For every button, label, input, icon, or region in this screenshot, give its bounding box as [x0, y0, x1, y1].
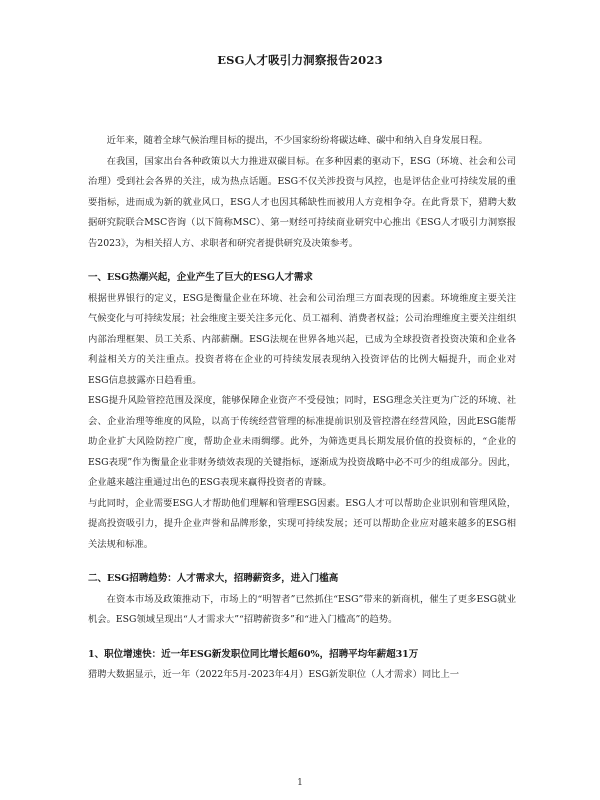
spacer: [88, 631, 516, 645]
section-2-heading: 二、ESG招聘趋势：人才需求大，招聘薪资多，进入门槛高: [88, 573, 339, 584]
document-title: ESG人才吸引力洞察报告2023: [217, 53, 383, 67]
section-2-paragraph-1: 在资本市场及政策推动下，市场上的“明智者”已然抓住“ESG”带来的新商机，催生了更多ESG就业机会。ESG领域呈现出“人才需求大”“招聘薪资多”和“进入门槛高”的趋势。: [88, 593, 516, 625]
section-3-paragraph-1: 猎聘大数据显示，近一年（2022年5月-2023年4月）ESG新发职位（人才需求）同比上一: [88, 669, 460, 680]
section-1-paragraph-1: 根据世界银行的定义，ESG是衡量企业在环境、社会和公司治理三方面表现的因素。环境维度主要关注气候变化与可持续发展；社会维度主要关注多元化、员工福利、消费者权益；公司治理维度主要关注组织内部治理框架、员工关系、内部薪酬。ESG法规在世界各地兴起，已成为全球投资者投资决策和企业各利益相关方的关注重点。投资者将在企业的可持续发展表现纳入投资评估的比例大幅提升，而企业对ESG信息披露亦日趋看重。: [88, 292, 516, 386]
section-3-heading: 1、职位增速快：近一年ESG新发职位同比增长超60%，招聘平均年薪超31万: [88, 648, 419, 660]
section-1-paragraph-2: ESG提升风险管控范围及深度，能够保障企业资产不受侵蚀；同时，ESG理念关注更为广泛的环境、社会、企业治理等维度的风险，以高于传统经营管理的标准提前识别及管控潜在经营风险，因此ESG能帮助企业扩大风险防控广度，帮助企业未雨绸缪。此外，为筛选更具长期发展价值的投资标的，“企业的ESG表现”作为衡量企业非财务绩效表现的关键指标，逐渐成为投资战略中必不可少的组成部分。因此，企业越来越注重通过出色的ESG表现来赢得投资者的青睐。: [88, 395, 516, 488]
intro-paragraph-2: 在我国，国家出台各种政策以大力推进双碳目标。在多种因素的驱动下，ESG（环境、社会和公司治理）受到社会各界的关注，成为热点话题。ESG不仅关涉投资与风控，也是评估企业可持续发展的重要指标，进而成为新的就业风口，ESG人才也因其稀缺性而被用人方竞相争夺。在此背景下，猎聘大数据研究院联合MSC咨询（以下简称MSC）、第一财经可持续商业研究中心推出《ESG人才吸引力洞察报告2023》，为相关招人方、求职者和研究者提供研究及决策参考。: [88, 155, 516, 249]
intro-paragraph-1: 近年来，随着全球气候治理目标的提出，不少国家纷纷将碳达峰、碳中和纳入自身发展日程。: [106, 135, 488, 146]
spacer: [88, 254, 516, 268]
section-1-heading: 一、ESG热潮兴起，企业产生了巨大的ESG人才需求: [88, 272, 313, 283]
section-1-paragraph-3: 与此同时，企业需要ESG人才帮助他们理解和管理ESG因素。ESG人才可以帮助企业识别和管理风险，提高投资吸引力，提升企业声誉和品牌形象，实现可持续发展；还可以帮助企业应对越来越多的ESG相关法规和标准。: [88, 497, 516, 550]
document-body: [88, 131, 516, 686]
page-number: 1: [297, 778, 303, 788]
spacer: [88, 555, 516, 569]
